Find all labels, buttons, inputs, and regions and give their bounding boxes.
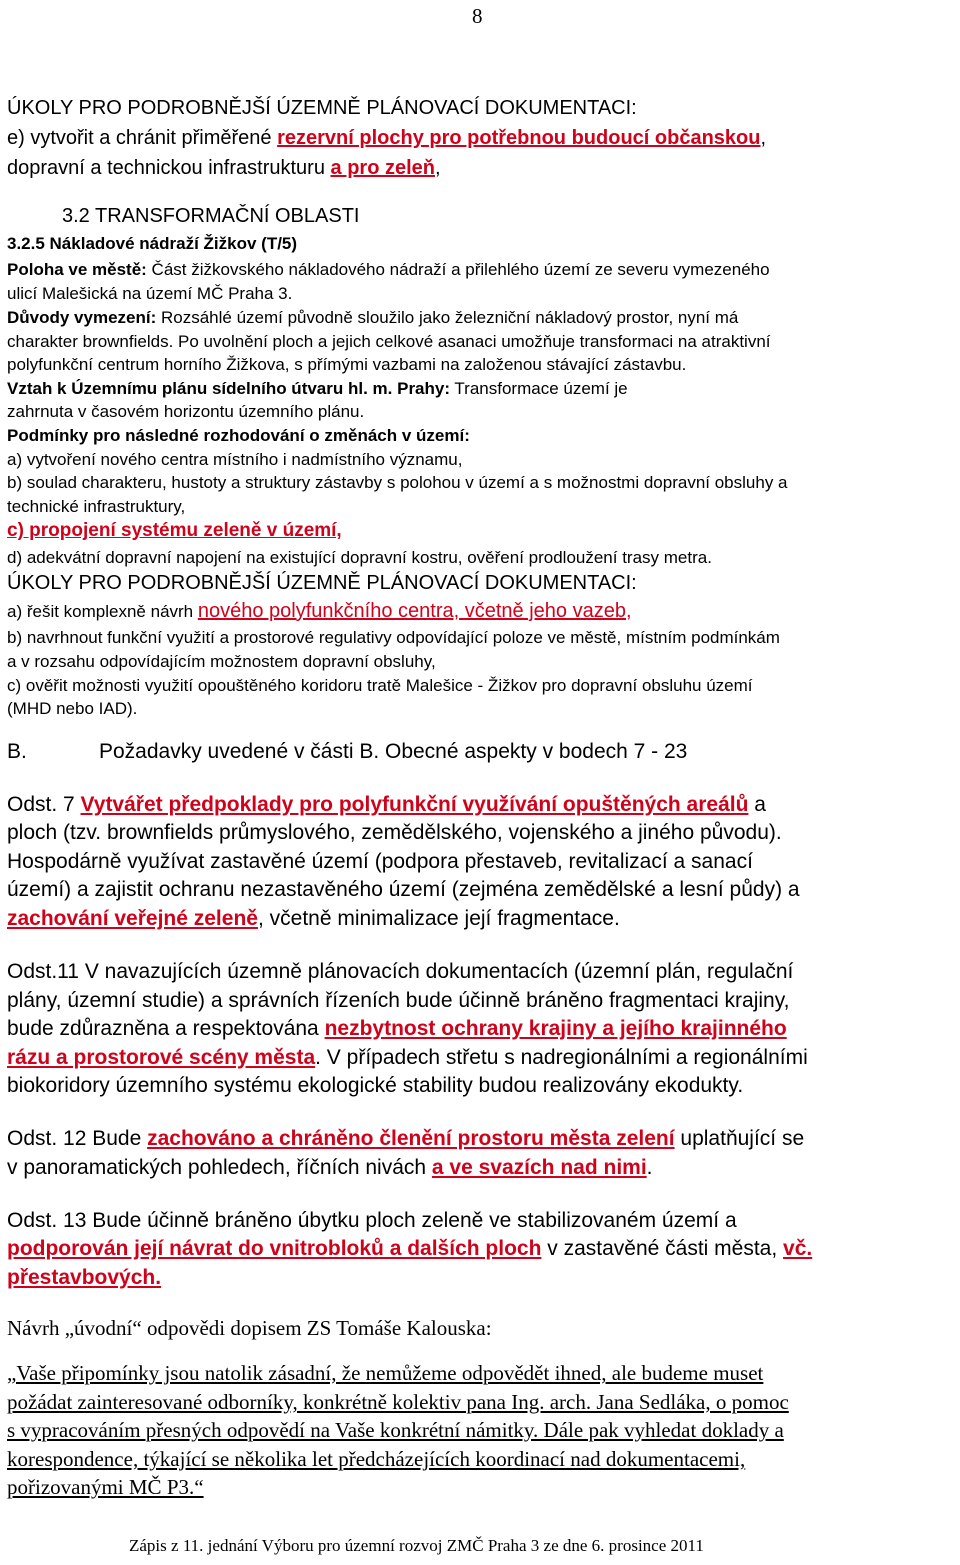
- top-line-e2: [7, 157, 441, 180]
- label: Důvody vymezení:: [7, 308, 157, 327]
- text: , včetně minimalizace její fragmentace.: [257, 907, 620, 930]
- ukol-c: c) ověřit možnosti využití opouštěného koridoru tratě Malešice - Žižkov pro dopravní obsluhu území: [7, 676, 753, 695]
- text: v panoramatických pohledech, říčních nivách: [7, 1156, 432, 1179]
- text: ,: [760, 127, 767, 149]
- odst13-line3: přestavbových.: [7, 1266, 162, 1289]
- text: Transformace území je: [450, 379, 628, 398]
- text: a) řešit komplexně návrh: [7, 602, 198, 621]
- section-title: 3.2 TRANSFORMAČNÍ OBLASTI: [62, 205, 360, 227]
- text: Rozsáhlé území původně sloužilo jako železniční nákladový prostor, nyní má: [156, 308, 739, 327]
- text: Odst. 12 Bude: [7, 1127, 148, 1150]
- text: ,: [435, 157, 441, 179]
- podminky-label: Podmínky pro následné rozhodování o změnách v území:: [7, 426, 470, 445]
- odst11-line4: [7, 1046, 808, 1070]
- text: dopravní a technickou infrastrukturu: [7, 157, 331, 179]
- reply-line1: „Vaše připomínky jsou natolik zásadní, že nemůžeme odpovědět ihned, ale budeme muset: [7, 1361, 764, 1385]
- page-footer: Zápis z 11. jednání Výboru pro územní rozvoj ZMČ Praha 3 ze dne 6. prosince 2011: [129, 1536, 704, 1555]
- podminka-b: b) soulad charakteru, hustoty a struktury zástavby s polohou v území a s možnostmi dopravní obsluhy a: [7, 473, 788, 492]
- odst7-line4: území) a zajistit ochranu nezastavěného území (zejména zemědělské a lesní půdy) a: [7, 878, 800, 901]
- odst11-line2: plány, územní studie) a správních řízeních bude účinně bráněno fragmentaci krajiny,: [7, 989, 790, 1012]
- reply-line3: s vypracováním přesných odpovědí na Vaše konkrétní námitky. Dále pak vyhledat doklady a: [7, 1418, 784, 1442]
- section-subtitle: 3.2.5 Nákladové nádraží Žižkov (T/5): [7, 234, 298, 253]
- ukoly-heading-top: ÚKOLY PRO PODROBNĚJŠÍ ÚZEMNĚ PLÁNOVACÍ DOKUMENTACI:: [7, 97, 637, 119]
- reply-line2: požádat zainteresované odborníky, konkrétně kolektiv pana Ing. arch. Jana Sedláka, o pomoc: [7, 1390, 789, 1414]
- part-b-text: Požadavky uvedené v části B. Obecné aspekty v bodech 7 - 23: [99, 740, 688, 763]
- text: uplatňující se: [674, 1127, 805, 1150]
- highlight-red: vč.: [783, 1237, 813, 1260]
- reply-line5: pořizovanými MČ P3.“: [7, 1475, 204, 1499]
- poloha-line: [7, 260, 954, 280]
- odst7-line2: ploch (tzv. brownfields průmyslového, zemědělského, vojenského a jiného původu).: [7, 821, 782, 844]
- reply-intro: Návrh „úvodní“ odpovědi dopisem ZS Tomáše Kalouska:: [7, 1316, 492, 1340]
- highlight-red: rezervní plochy pro potřebnou budoucí občanskou: [277, 127, 761, 149]
- highlight-red: zachováno a chráněno členění prostoru města zelení: [147, 1127, 675, 1150]
- text: v zastavěné části města,: [541, 1237, 784, 1260]
- reply-line4: korespondence, týkající se několika let předcházejících koordinací nad dokumentacemi,: [7, 1447, 746, 1471]
- odst11-line3: [7, 1017, 787, 1041]
- page-number: 8: [472, 4, 483, 28]
- vztah-line: [7, 379, 628, 399]
- duvody-line: [7, 308, 738, 328]
- part-b-letter: B.: [7, 740, 27, 763]
- duvody-line2: charakter brownfields. Po uvolnění ploch a jejich celkové asanaci umožňuje transformaci na atraktivní: [7, 332, 771, 351]
- highlight-red: a ve svazích nad nimi: [431, 1156, 647, 1179]
- highlight-red: zachování veřejné zeleně: [7, 907, 258, 930]
- podminka-a: a) vytvoření nového centra místního i nadmístního významu,: [7, 450, 463, 469]
- label: Vztah k Územnímu plánu sídelního útvaru hl. m. Prahy:: [7, 379, 451, 398]
- ukol-b: b) navrhnout funkční využití a prostorové regulativy odpovídající poloze ve městě, místním podmínkám: [7, 628, 780, 647]
- highlight-red: podporován její návrat do vnitrobloků a dalších ploch: [7, 1237, 542, 1260]
- odst12-line1: [7, 1127, 804, 1151]
- poloha-line2: ulicí Malešická na území MČ Praha 3.: [7, 284, 293, 303]
- podminka-b2: technické infrastruktury,: [7, 497, 186, 516]
- text: e) vytvořit a chránit přiměřené: [7, 127, 278, 149]
- highlight-red: nového polyfunkčního centra, včetně jeho vazeb,: [197, 600, 632, 622]
- text: bude zdůrazněna a respektována: [7, 1017, 325, 1040]
- ukol-c2: (MHD nebo IAD).: [7, 699, 138, 718]
- ukol-b2: a v rozsahu odpovídajícím možnostem dopravní obsluhy,: [7, 652, 436, 671]
- odst7-line1: [7, 793, 955, 817]
- odst11-line1: Odst.11 V navazujících územně plánovacích dokumentacích (územní plán, regulační: [7, 960, 794, 983]
- odst12-line2: [7, 1156, 653, 1180]
- odst13-line1: Odst. 13 Bude účinně bráněno úbytku ploch zeleně ve stabilizovaném území a: [7, 1209, 737, 1232]
- label: Poloha ve městě:: [7, 260, 147, 279]
- duvody-line3: polyfunkční centrum horního Žižkova, s přímými vazbami na založenou stávající zástavbu.: [7, 355, 687, 374]
- odst7-line5: [7, 907, 620, 931]
- text: Odst. 7: [7, 793, 81, 816]
- highlight-red: Vytvářet předpoklady pro polyfunkční využívání opuštěných areálů: [80, 793, 749, 816]
- text: a: [748, 793, 766, 816]
- odst13-line2: [7, 1237, 812, 1261]
- podminka-d: d) adekvátní dopravní napojení na existující dopravní kostru, ověření prodloužení trasy metra.: [7, 548, 712, 567]
- odst11-line5: biokoridory územního systému ekologické stability budou realizovány ekodukty.: [7, 1074, 744, 1097]
- vztah-line2: zahrnuta v časovém horizontu územního plánu.: [7, 402, 365, 421]
- top-line-e: [7, 127, 766, 150]
- podminka-c: c) propojení systému zeleně v území,: [7, 520, 342, 541]
- highlight-red: nezbytnost ochrany krajiny a jejího krajinného: [324, 1017, 787, 1040]
- odst7-line3: Hospodárně využívat zastavěné území (podpora přestaveb, revitalizací a sanací: [7, 850, 753, 873]
- ukol-a: [7, 600, 632, 623]
- ukoly-heading-2: ÚKOLY PRO PODROBNĚJŠÍ ÚZEMNĚ PLÁNOVACÍ DOKUMENTACI:: [7, 572, 637, 594]
- highlight-red: a pro zeleň: [330, 157, 435, 179]
- highlight-red: rázu a prostorové scény města: [7, 1046, 316, 1069]
- text: .: [646, 1156, 653, 1179]
- text: Část žižkovského nákladového nádraží a přilehlého území ze severu vymezeného: [146, 260, 770, 279]
- text: . V případech střetu s nadregionálními a regionálními: [315, 1046, 808, 1069]
